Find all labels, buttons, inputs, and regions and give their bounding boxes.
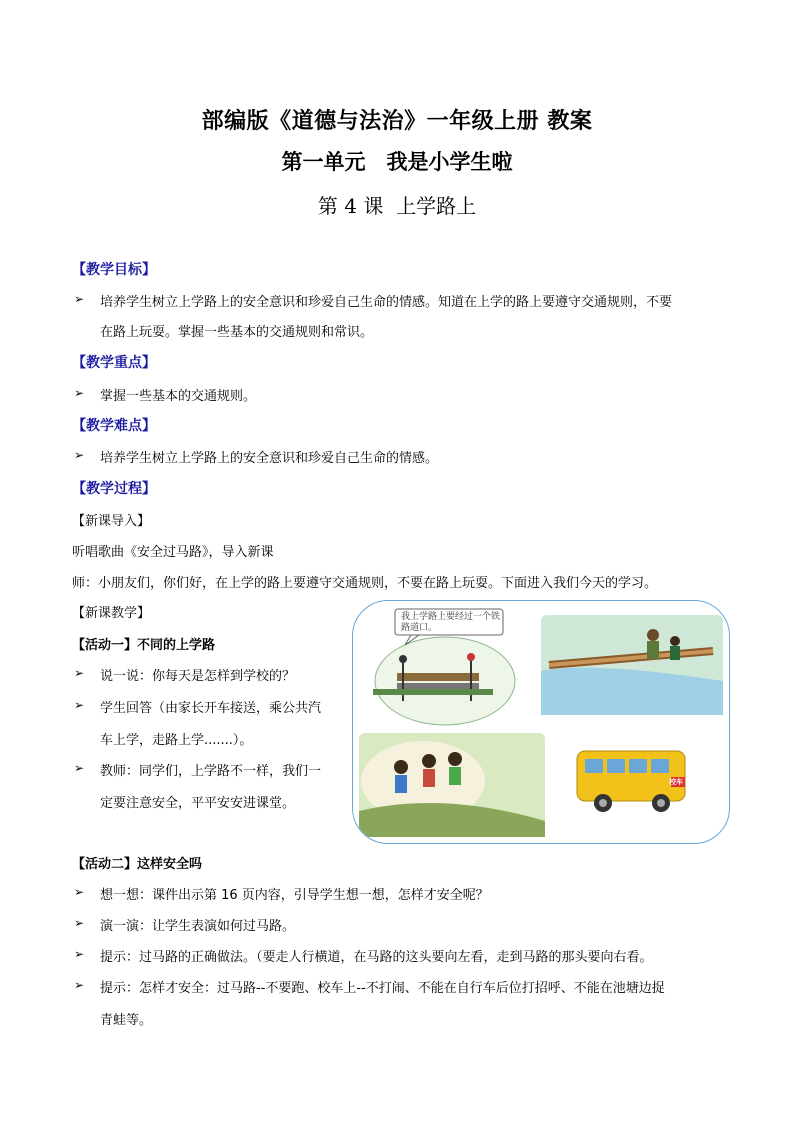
goals-heading: 【教学目标】 — [72, 262, 156, 278]
goals-line-2: 在路上玩耍。掌握一些基本的交通规则和常识。 — [100, 325, 374, 340]
bullet-arrow-icon: ➢ — [74, 761, 85, 775]
unit-title: 第一单元 我是小学生啦 — [281, 150, 513, 174]
difficulties-heading: 【教学难点】 — [72, 418, 156, 434]
key-points-line-1: 掌握一些基本的交通规则。 — [100, 389, 257, 404]
bullet-arrow-icon: ➢ — [74, 947, 85, 961]
bullet-arrow-icon: ➢ — [74, 666, 85, 680]
bridge-scene — [541, 615, 723, 715]
activity1-item-3b: 定要注意安全，平平安安进课堂。 — [100, 796, 296, 811]
activity2-item-4b: 青蛙等。 — [100, 1013, 153, 1028]
activity1-heading: 【活动一】不同的上学路 — [72, 638, 216, 653]
activity2-item-3: 提示：过马路的正确做法。（要走人行横道，在马路的这头要向左看，走到马路的那头要向右看。 — [100, 950, 653, 965]
bullet-arrow-icon: ➢ — [74, 698, 85, 712]
teach-heading: 【新课教学】 — [72, 606, 151, 621]
activity1-item-1: 说一说：你每天是怎样到学校的？ — [100, 669, 296, 684]
bullet-arrow-icon: ➢ — [74, 978, 85, 992]
lesson-title: 第 4 课 上学路上 — [317, 194, 477, 218]
activity2-item-1: 想一想：课件出示第 16 页内容，引导学生想一想，怎样才安全呢？ — [100, 888, 489, 903]
bullet-arrow-icon: ➢ — [74, 386, 85, 400]
bullet-arrow-icon: ➢ — [74, 448, 85, 462]
activity2-heading: 【活动二】这样安全吗 — [72, 857, 203, 872]
activity1-item-3a: 教师：同学们，上学路不一样，我们一 — [100, 764, 322, 779]
intro-line-2: 师：小朋友们，你们好，在上学的路上要遵守交通规则，不要在路上玩耍。下面进入我们今天的学习。 — [72, 576, 658, 591]
activity2-item-2: 演一演：让学生表演如何过马路。 — [100, 919, 296, 934]
key-points-heading: 【教学重点】 — [72, 355, 156, 371]
bullet-arrow-icon: ➢ — [74, 916, 85, 930]
bus-sign-text: 校车 — [669, 778, 683, 786]
process-heading: 【教学过程】 — [72, 481, 156, 497]
speech-bubble-text: 我上学路上要经过一个铁路道口。 — [401, 612, 501, 633]
intro-line-1: 听唱歌曲《安全过马路》，导入新课 — [72, 545, 274, 560]
bullet-arrow-icon: ➢ — [74, 885, 85, 899]
mountain-path-scene — [359, 733, 545, 837]
document-title: 部编版《道德与法治》一年级上册 教案 — [201, 109, 593, 134]
lesson-illustration — [352, 600, 730, 844]
illustration-scenes — [353, 601, 729, 843]
activity1-item-2b: 车上学，走路上学.......）。 — [100, 733, 253, 748]
activity2-item-4a: 提示：怎样才安全：过马路--不要跑、校车上--不打闹、不能在自行车后位打招呼、不能在池塘边捉 — [100, 981, 665, 996]
activity1-item-2a: 学生回答（由家长开车接送，乘公共汽 — [100, 701, 322, 716]
difficulties-line-1: 培养学生树立上学路上的安全意识和珍爱自己生命的情感。 — [100, 451, 439, 466]
bullet-arrow-icon: ➢ — [74, 292, 85, 306]
goals-line-1: 培养学生树立上学路上的安全意识和珍爱自己生命的情感。知道在上学的路上要遵守交通规则，不要 — [100, 295, 673, 310]
intro-heading: 【新课导入】 — [72, 514, 151, 529]
